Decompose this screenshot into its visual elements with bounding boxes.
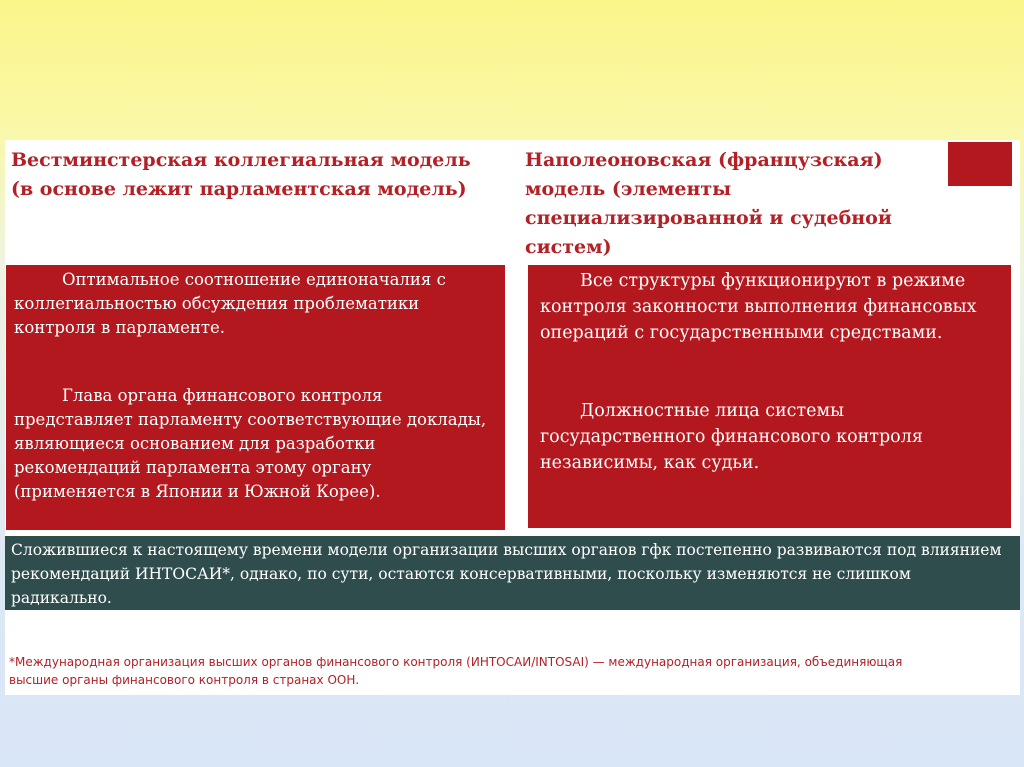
napoleonic-model-box [528,265,1011,528]
intosai-footnote: *Международная организация высших органов финансового контроля (ИНТОСАИ/INTOSAI) — международная организация, объединяющая высшие органы финансового контроля в странах ООН. [9,655,903,687]
slide-content [5,140,1020,695]
westminster-paragraph-1: Оптимальное соотношение единоначалия с коллегиальностью обсуждения проблематики контроля в парламенте. [14,270,446,337]
decorative-red-square [948,142,1012,186]
napoleonic-paragraph-1: Все структуры функционируют в режиме контроля законности выполнения финансовых операций с государственными средствами. [540,271,977,343]
napoleonic-model-heading: Наполеоновская (французская) модель (элементы специализированной и судебной систем) [525,149,892,258]
paragraph-spacer [540,346,1001,398]
westminster-model-box [6,265,505,530]
summary-box: Сложившиеся к настоящему времени модели организации высших органов гфк постепенно развиваются под влиянием рекомендаций ИНТОСАИ*, однако, по сути, остаются консервативными, поскольку изменяются не слишком радикально. [5,536,1020,610]
westminster-model-heading: Вестминстерская коллегиальная модель (в основе лежит парламентская модель) [11,149,471,200]
paragraph-spacer [14,340,497,384]
napoleonic-paragraph-2: Должностные лица системы государственного финансового контроля независимы, как судьи. [540,401,923,473]
westminster-paragraph-2: Глава органа финансового контроля представляет парламенту соответствующие доклады, являющиеся основанием для разработки рекомендаций парламента этому органу (применяется в Японии и Южной Корее). [14,386,487,501]
